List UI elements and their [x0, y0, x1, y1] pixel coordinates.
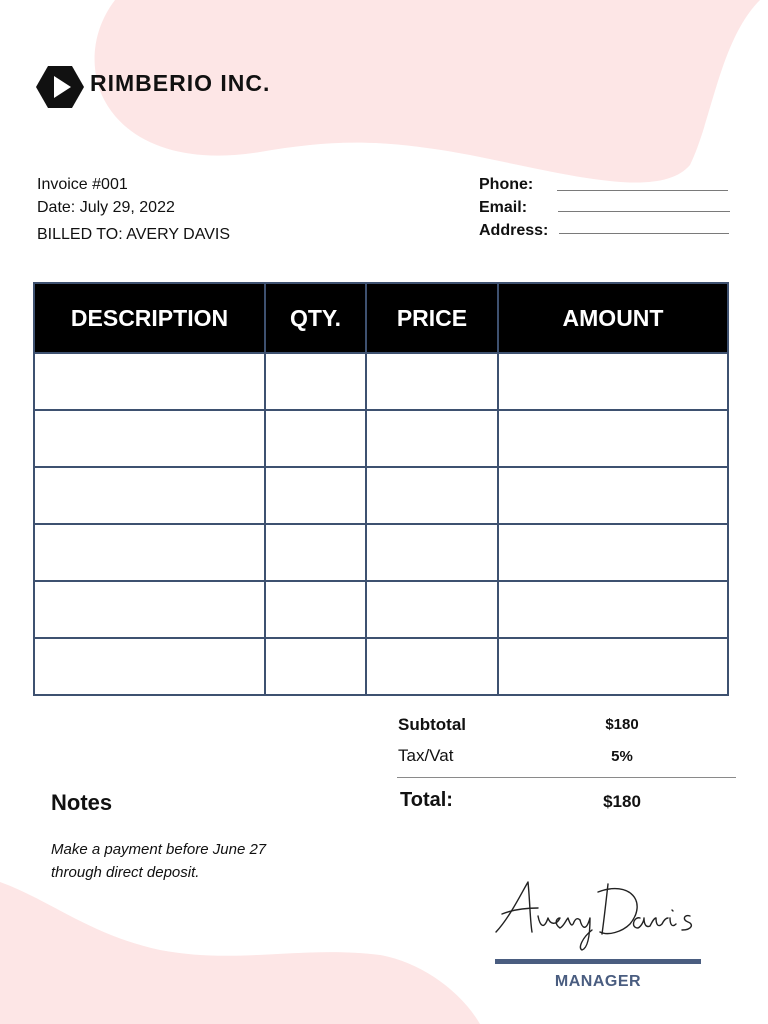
table-cell [498, 353, 728, 410]
subtotal-value: $180 [605, 716, 639, 733]
tax-value: 5% [611, 748, 633, 765]
subtotal-label: Subtotal [398, 715, 466, 734]
table-cell [265, 524, 366, 581]
email-line [558, 211, 730, 212]
table-cell [34, 638, 265, 695]
address-line [559, 233, 729, 234]
table-cell [34, 353, 265, 410]
notes-line: Make a payment before June 27 [51, 841, 267, 858]
table-cell [34, 467, 265, 524]
company-name: RIMBERIO INC. [90, 70, 271, 96]
column-header-price: PRICE [366, 283, 498, 353]
table-cell [366, 410, 498, 467]
email-label: Email: [479, 199, 528, 216]
column-header-description: DESCRIPTION [34, 283, 265, 353]
table-cell [265, 467, 366, 524]
signature-underline [495, 959, 701, 964]
notes-text [51, 838, 331, 884]
table-row [34, 353, 728, 410]
table-cell [265, 410, 366, 467]
table-row [34, 467, 728, 524]
column-header-amount: AMOUNT [498, 283, 728, 353]
table-row [34, 524, 728, 581]
table-row [34, 581, 728, 638]
phone-label: Phone: [479, 176, 534, 193]
table-cell [34, 581, 265, 638]
table-cell [498, 410, 728, 467]
notes-line: through direct deposit. [51, 864, 200, 881]
billed-to: BILLED TO: AVERY DAVIS [37, 226, 230, 243]
invoice-number: Invoice #001 [37, 176, 128, 193]
table-header-row [34, 283, 728, 353]
table-cell [265, 638, 366, 695]
items-table [33, 282, 729, 696]
table-cell [498, 467, 728, 524]
table-cell [366, 524, 498, 581]
table-cell [34, 410, 265, 467]
tax-label: Tax/Vat [398, 746, 454, 765]
summary-divider [397, 777, 736, 778]
table-cell [366, 638, 498, 695]
table-cell [498, 638, 728, 695]
invoice-date: Date: July 29, 2022 [37, 199, 175, 216]
table-cell [366, 581, 498, 638]
bottom-pink-blob [0, 882, 480, 1024]
table-cell [498, 581, 728, 638]
phone-line [557, 190, 728, 191]
table-cell [34, 524, 265, 581]
table-row [34, 410, 728, 467]
address-label: Address: [479, 222, 549, 239]
total-label: Total: [400, 789, 453, 811]
table-cell [366, 467, 498, 524]
table-cell [498, 524, 728, 581]
table-cell [265, 353, 366, 410]
column-header-qty: QTY. [265, 283, 366, 353]
notes-title: Notes [51, 790, 113, 815]
total-value: $180 [603, 792, 641, 811]
table-row [34, 638, 728, 695]
signer-role: MANAGER [554, 973, 642, 990]
company-logo-icon [36, 66, 84, 108]
table-cell [265, 581, 366, 638]
handwritten-signature [490, 872, 700, 952]
table-cell [366, 353, 498, 410]
